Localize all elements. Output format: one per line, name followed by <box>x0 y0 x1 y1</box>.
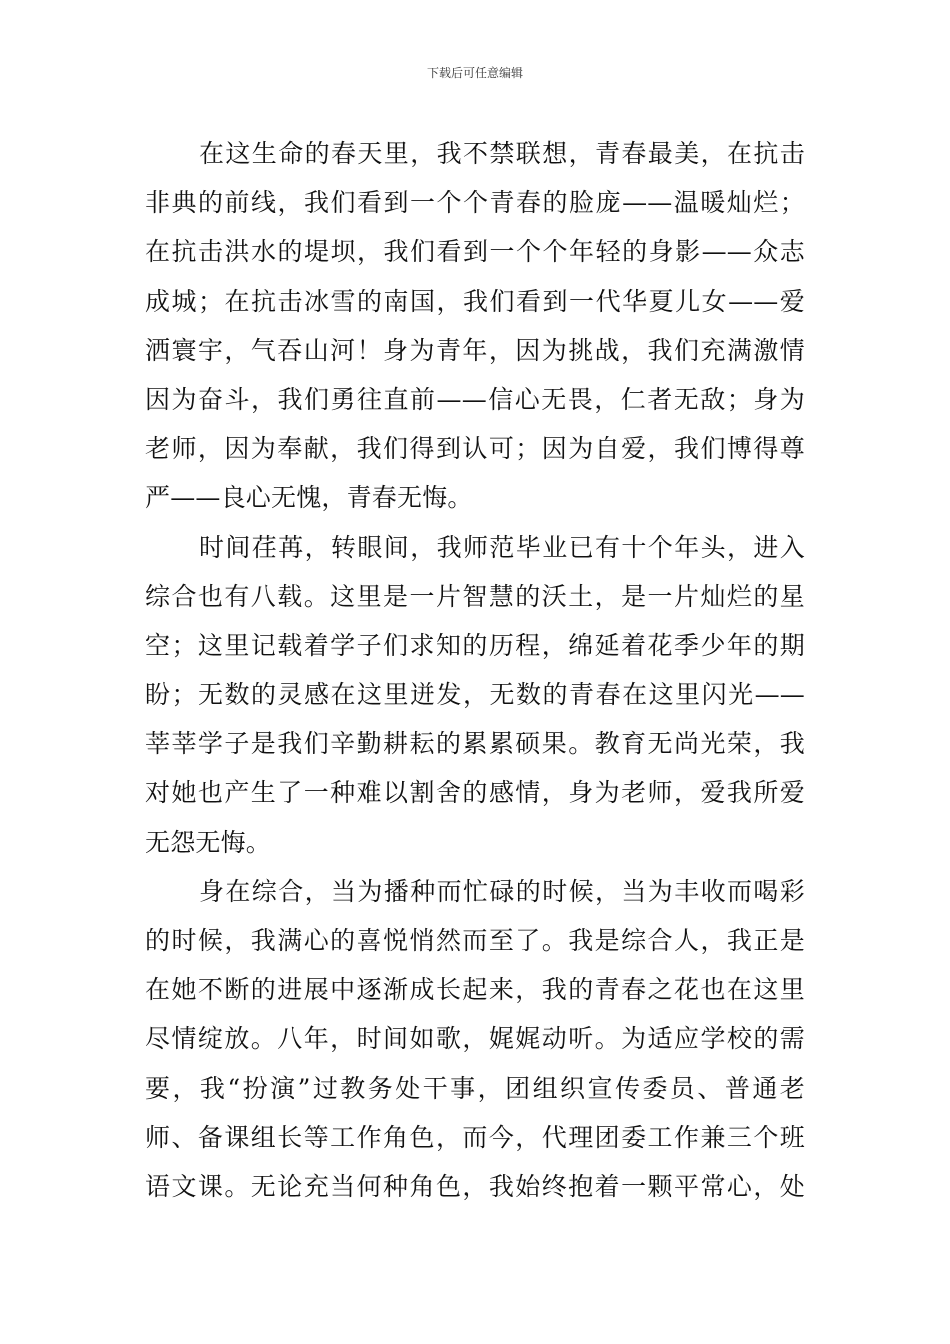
text-line: 因为奋斗，我们勇往直前——信心无畏，仁者无敌；身为 <box>145 384 805 414</box>
text-line: 在这生命的春天里，我不禁联想，青春最美，在抗击 <box>199 139 805 168</box>
text-line: 在她不断的进展中逐渐成长起来，我的青春之花也在这里 <box>145 975 805 1005</box>
text-line: 成城；在抗击冰雪的南国，我们看到一代华夏儿女——爱 <box>145 286 805 316</box>
text-line: 无怨无悔。 <box>145 827 272 857</box>
text-line: 老师，因为奉献，我们得到认可；因为自爱，我们博得尊 <box>145 434 805 464</box>
text-line: 严——良心无愧，青春无悔。 <box>145 483 473 513</box>
paragraph-2 <box>145 523 805 867</box>
text-line: 在抗击洪水的堤坝，我们看到一个个年轻的身影——众志 <box>145 237 805 267</box>
text-line: 身在综合，当为播种而忙碌的时候，当为丰收而喝彩 <box>199 876 805 906</box>
text-line: 时间荏苒，转眼间，我师范毕业已有十个年头，进入 <box>199 532 805 562</box>
text-line: 盼；无数的灵感在这里迸发，无数的青春在这里闪光—— <box>145 680 805 710</box>
paragraph-1 <box>145 129 805 523</box>
text-line: 尽情绽放。八年，时间如歌，娓娓动听。为适应学校的需 <box>145 1024 805 1054</box>
text-line: 对她也产生了一种难以割舍的感情，身为老师，爱我所爱 <box>145 778 805 808</box>
text-line: 师、备课组长等工作角色，而今，代理团委工作兼三个班 <box>145 1122 805 1152</box>
text-line: 非典的前线，我们看到一个个青春的脸庞——温暖灿烂； <box>145 188 805 218</box>
text-line: 要，我“扮演”过教务处干事，团组织宣传委员、普通老 <box>145 1073 805 1103</box>
document-body <box>145 129 805 1211</box>
text-line: 莘莘学子是我们辛勤耕耘的累累硕果。教育无尚光荣，我 <box>145 729 805 759</box>
paragraph-3 <box>145 867 805 1211</box>
text-line: 空；这里记载着学子们求知的历程，绵延着花季少年的期 <box>145 630 805 660</box>
text-line: 的时候，我满心的喜悦悄然而至了。我是综合人，我正是 <box>145 926 805 955</box>
text-line: 综合也有八载。这里是一片智慧的沃土，是一片灿烂的星 <box>145 581 805 611</box>
text-line: 语文课。无论充当何种角色，我始终抱着一颗平常心，处 <box>145 1171 805 1201</box>
text-line: 洒寰宇，气吞山河！身为青年，因为挑战，我们充满激情 <box>145 335 805 365</box>
page-header: 下载后可任意编辑 <box>426 66 523 80</box>
